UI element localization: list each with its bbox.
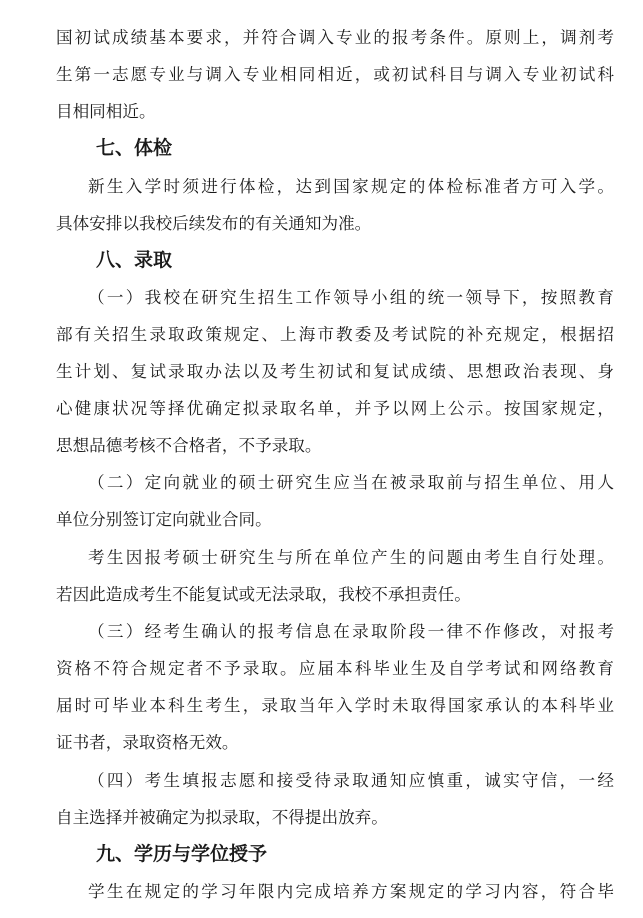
text-line: （一）我校在研究生招生工作领导小组的统一领导下，按照教育 bbox=[88, 288, 614, 307]
text-line: 新生入学时须进行体检，达到国家规定的体检标准者方可入学。 bbox=[88, 177, 614, 196]
text-line: 生第一志愿专业与调入专业相同相近，或初试科目与调入专业初试科 bbox=[56, 65, 614, 84]
text-line: 考生因报考硕士研究生与所在单位产生的问题由考生自行处理。 bbox=[88, 548, 614, 567]
text-line: 目相同相近。 bbox=[56, 102, 156, 121]
text-line: 具体安排以我校后续发布的有关通知为准。 bbox=[56, 214, 372, 233]
text-line: 思想品德考核不合格者，不予录取。 bbox=[56, 436, 322, 455]
text-line: 单位分别签订定向就业合同。 bbox=[56, 510, 272, 529]
text-line: 自主选择并被确定为拟录取，不得提出放弃。 bbox=[56, 808, 388, 827]
text-line: （二）定向就业的硕士研究生应当在被录取前与招生单位、用人 bbox=[88, 473, 614, 492]
text-line: 届时可毕业本科生考生，录取当年入学时未取得国家承认的本科毕业 bbox=[56, 696, 614, 715]
text-line: 资格不符合规定者不予录取。应届本科毕业生及自学考试和网络教育 bbox=[56, 659, 614, 678]
section-heading-degree-award: 九、学历与学位授予 bbox=[96, 843, 268, 865]
text-line: 生计划、复试录取办法以及考生初试和复试成绩、思想政治表现、身 bbox=[56, 362, 614, 381]
text-line: 心健康状况等择优确定拟录取名单，并予以网上公示。按国家规定， bbox=[56, 399, 614, 418]
text-line: 证书者，录取资格无效。 bbox=[56, 733, 239, 752]
text-line: （三）经考生确认的报考信息在录取阶段一律不作修改，对报考 bbox=[88, 622, 614, 641]
text-line: 学生在规定的学习年限内完成培养方案规定的学习内容，符合毕 bbox=[88, 882, 614, 901]
text-line: 部有关招生录取政策规定、上海市教委及考试院的补充规定，根据招 bbox=[56, 325, 614, 344]
text-line: 国初试成绩基本要求，并符合调入专业的报考条件。原则上，调剂考 bbox=[56, 28, 614, 47]
text-line: 若因此造成考生不能复试或无法录取，我校不承担责任。 bbox=[56, 585, 471, 604]
text-line: （四）考生填报志愿和接受待录取通知应慎重，诚实守信，一经 bbox=[88, 771, 614, 790]
section-heading-admission: 八、录取 bbox=[96, 249, 173, 271]
section-heading-physical-exam: 七、体检 bbox=[96, 137, 173, 159]
